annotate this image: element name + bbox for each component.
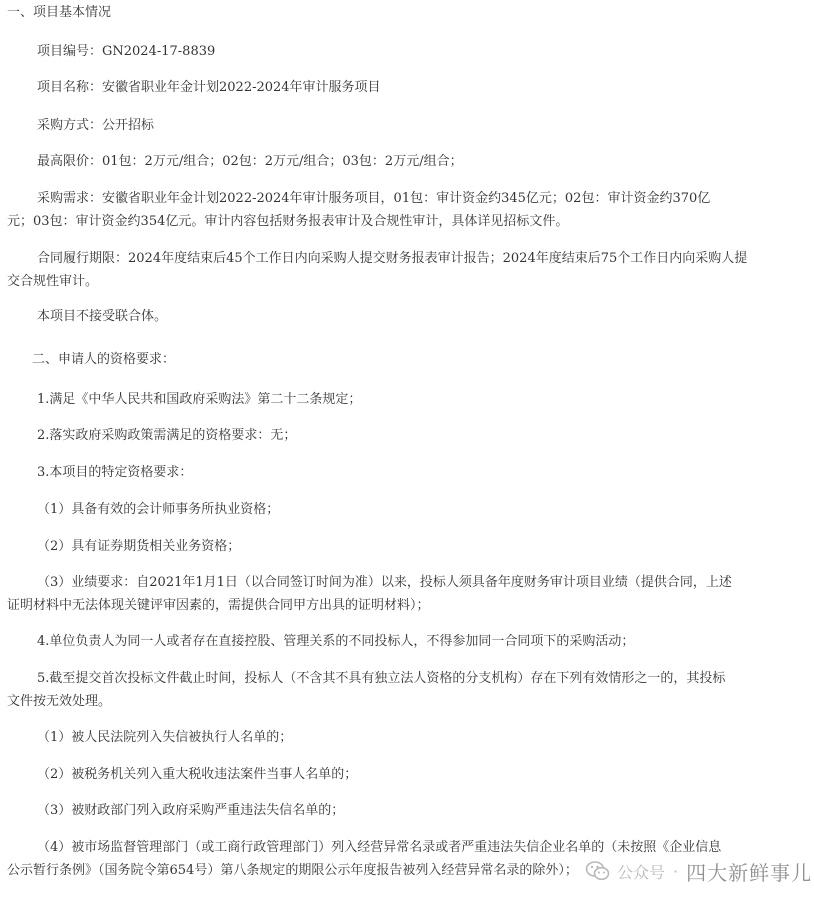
qualification-5-1: （1）被人民法院列入失信被执行人名单的；: [37, 730, 293, 745]
procurement-demand-line2: 元；03包：审计资金约354亿元。审计内容包括财务报表审计及合规性审计，具体详见招标文件。: [7, 214, 569, 229]
qualification-2: 2.落实政府采购政策需满足的资格要求：无；: [37, 428, 297, 443]
contract-period-line1: 合同履行期限：2024年度结束后45个工作日内向采购人提交财务报表审计报告；2024年度结束后75个工作日内向采购人提: [37, 251, 748, 266]
watermark-label: 公众号: [617, 862, 666, 882]
watermark-separator: ·: [673, 861, 679, 881]
qualification-3-2: （2）具有证券期货相关业务资格；: [37, 539, 241, 554]
qualification-5-3: （3）被财政部门列入政府采购严重违法失信名单的；: [37, 803, 345, 818]
qualification-5-4-line2: 公示暂行条例》（国务院令第654号）第八条规定的期限公示年度报告被列入经营异常名录的除外）；: [7, 863, 578, 878]
contract-period-line2: 交合规性审计。: [7, 274, 99, 289]
watermark-account-name: 四大新鲜事儿: [686, 860, 813, 885]
project-name: 项目名称：安徽省职业年金计划2022-2024年审计服务项目: [37, 80, 381, 95]
section-heading-basic-info: 一、项目基本情况: [7, 5, 112, 20]
procurement-demand-line1: 采购需求：安徽省职业年金计划2022-2024年审计服务项目，01包：审计资金约345亿元；02包：审计资金约370亿: [37, 191, 711, 206]
qualification-3: 3.本项目的特定资格要求：: [37, 465, 193, 480]
qualification-3-3-line2: 证明材料中无法体现关键评审因素的，需提供合同甲方出具的证明材料）；: [7, 598, 430, 613]
qualification-5-line1: 5.截至提交首次投标文件截止时间，投标人（不含其不具有独立法人资格的分支机构）存在下列有效情形之一的，其投标: [37, 671, 726, 686]
section-heading-qualifications: 二、申请人的资格要求：: [32, 352, 176, 367]
qualification-5-2: （2）被税务机关列入重大税收违法案件当事人名单的；: [37, 767, 358, 782]
procurement-method: 采购方式：公开招标: [37, 118, 155, 133]
no-consortium: 本项目不接受联合体。: [37, 309, 168, 324]
qualification-1: 1.满足《中华人民共和国政府采购法》第二十二条规定；: [37, 392, 362, 407]
qualification-4: 4.单位负责人为同一人或者存在直接控股、管理关系的不同投标人，不得参加同一合同项下的采购活动；: [37, 634, 635, 649]
qualification-5-line2: 文件按无效处理。: [7, 694, 112, 709]
qualification-3-1: （1）具备有效的会计师事务所执业资格；: [37, 502, 280, 517]
max-price: 最高限价：01包：2万元/组合；02包：2万元/组合；03包：2万元/组合；: [37, 154, 463, 169]
project-number: 项目编号：GN2024-17-8839: [37, 44, 216, 59]
qualification-3-3-line1: （3）业绩要求：自2021年1月1日（以合同签订时间为准）以来，投标人须具备年度财务审计项目业绩（提供合同，上述: [37, 575, 732, 590]
qualification-5-4-line1: （4）被市场监督管理部门（或工商行政管理部门）列入经营异常名录或者严重违法失信企业名单的（未按照《企业信息: [37, 840, 722, 855]
